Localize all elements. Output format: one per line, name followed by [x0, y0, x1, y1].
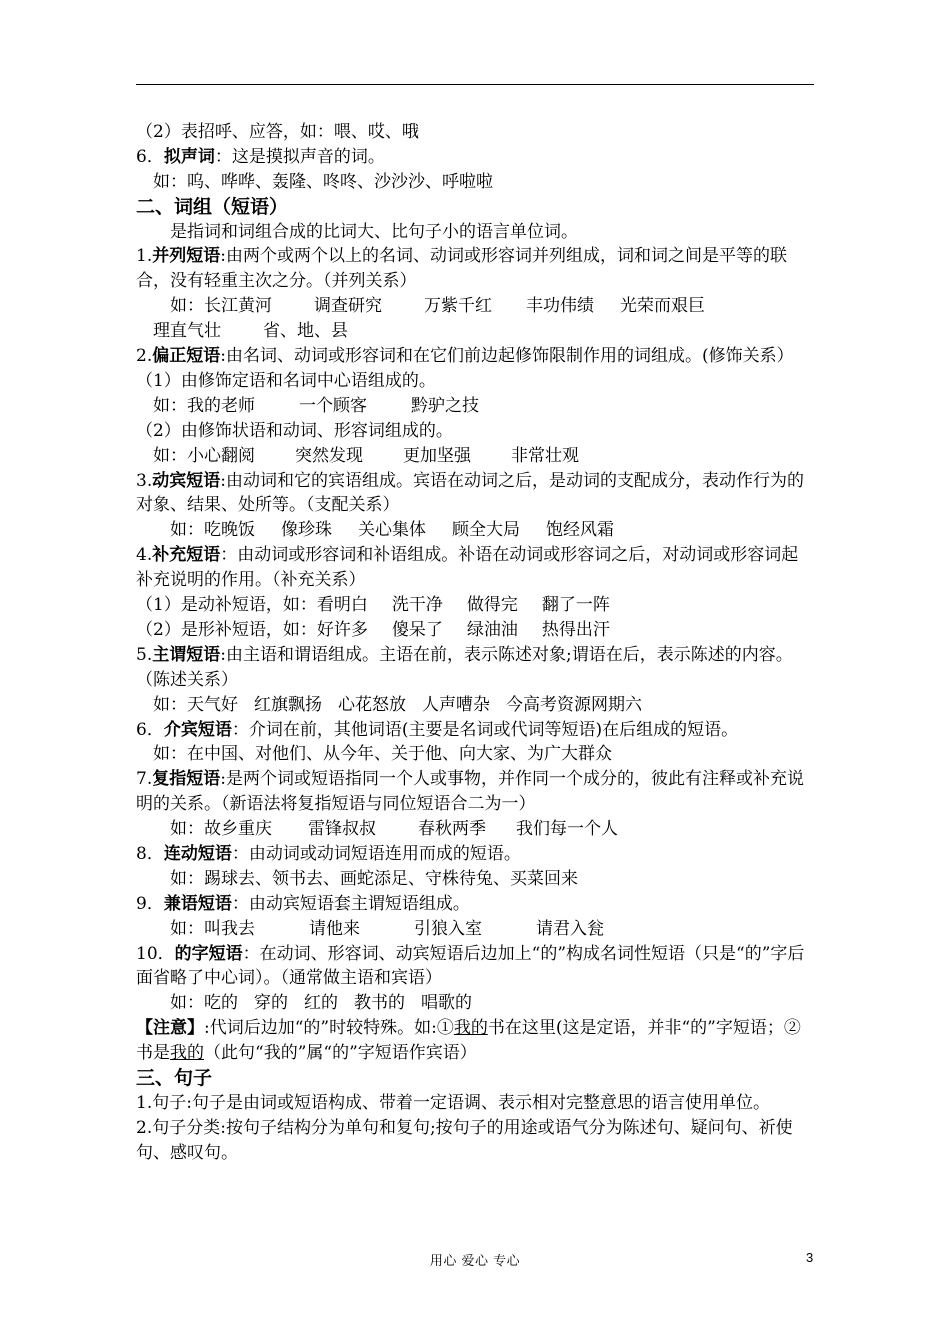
text-line: 是指词和词组合成的比词大、比句子小的语言单位词。 — [136, 221, 578, 242]
example-line: 如：在中国、对他们、从今年、关于他、向大家、为广大群众 — [136, 744, 612, 765]
note-paragraph: 【注意】:代词后边加“的”时较特殊。如:①我的书在这里(这是定语，并非“的”字短语；②书是我的（此句“我的”属“的”字短语作宾语） — [136, 1018, 801, 1064]
footer-motto: 用心 爱心 专心 — [429, 1254, 521, 1269]
text-line: 8．连动短语：由动词或动词短语连用而成的短语。 — [136, 844, 521, 864]
example-line: 如：长江黄河 调查研究 万紫千红 丰功伟绩 光荣而艰巨 — [136, 296, 705, 317]
example-line: 如：吃晚饭 像珍珠 关心集体 顾全大局 饱经风霜 — [136, 520, 614, 541]
text-paragraph: 2.句子分类:按句子结构分为单句和复句;按句子的用途或语气分为陈述句、疑问句、祈使句、感叹句。 — [136, 1117, 793, 1163]
text-paragraph: 2.偏正短语:由名词、动词或形容词和在它们前边起修饰限制作用的词组成。(修饰关系） — [136, 346, 794, 367]
example-line: 如：我的老师 一个顾客 黔驴之技 — [136, 395, 479, 416]
section-heading: 二、词组（短语） — [136, 195, 289, 218]
example-line: 如：故乡重庆 雷锋叔叔 春秋两季 我们每一个人 — [136, 819, 618, 840]
example-line: （1）是动补短语，如：看明白 洗干净 做得完 翻了一阵 — [136, 595, 610, 616]
example-line: （2）是形补短语，如：好许多 傻呆了 绿油油 热得出汗 — [136, 619, 610, 640]
text-paragraph: 7.复指短语:是两个词或短语指同一个人或事物，并作同一个成分的，彼此有注释或补充说明的关系。（新语法将复指短语与同位短语合二为一） — [136, 769, 804, 815]
text-line: （2）由修饰状语和动词、形容词组成的。 — [136, 420, 453, 441]
text-line: 如：呜、哗哗、轰隆、咚咚、沙沙沙、呼啦啦 — [136, 171, 493, 192]
example-line: 如：天气好 红旗飘扬 心花怒放 人声嘈杂 今高考资源网期六 — [136, 694, 642, 715]
text-line: （1）由修饰定语和名词中心语组成的。 — [136, 370, 436, 391]
example-line: 如：踢球去、领书去、画蛇添足、守株待兔、买菜回来 — [136, 868, 578, 889]
example-line: 如：叫我去 请他来 引狼入室 请君入瓮 — [136, 918, 604, 939]
text-paragraph: 4.补充短语：由动词或形容词和补语组成。补语在动词或形容词之后，对动词或形容词起补充说明的作用。（补充关系） — [136, 545, 799, 591]
example-line: 如：小心翻阅 突然发现 更加坚强 非常壮观 — [136, 445, 579, 466]
text-line: （2）表招呼、应答，如：喂、哎、哦 — [136, 122, 419, 142]
example-line: 理直气壮 省、地、县 — [136, 321, 348, 342]
page-number: 3 — [806, 1250, 814, 1265]
text-paragraph: 10．的字短语：在动词、形容词、动宾短语后边加上“的”构成名词性短语（只是“的”字后面省略了中心词）。（通常做主语和宾语） — [136, 943, 805, 989]
text-line: 6．拟声词：这是摸拟声音的词。 — [136, 146, 385, 167]
header-rule — [136, 84, 814, 85]
text-paragraph: 5.主谓短语:由主语和谓语组成。主语在前，表示陈述对象;谓语在后，表示陈述的内容。（陈述关系） — [136, 644, 793, 690]
text-paragraph: 1.并列短语:由两个或两个以上的名词、动词或形容词并列组成，词和词之间是平等的联合，没有轻重主次之分。（并列关系） — [136, 246, 787, 292]
section-heading: 三、句子 — [136, 1067, 213, 1090]
text-line: 6．介宾短语：介词在前，其他词语(主要是名词或代词等短语)在后组成的短语。 — [136, 719, 739, 740]
text-line: 9．兼语短语：由动宾短语套主谓短语组成。 — [136, 893, 470, 914]
text-paragraph: 1.句子:句子是由词或短语构成、带着一定语调、表示相对完整意思的语言使用单位。 — [136, 1092, 770, 1113]
document-body — [136, 120, 814, 1166]
text-paragraph: 3.动宾短语:由动词和它的宾语组成。宾语在动词之后，是动词的支配成分，表动作行为的对象、结果、处所等。（支配关系） — [136, 470, 804, 516]
example-line: 如：吃的 穿的 红的 教书的 唱歌的 — [136, 993, 472, 1014]
